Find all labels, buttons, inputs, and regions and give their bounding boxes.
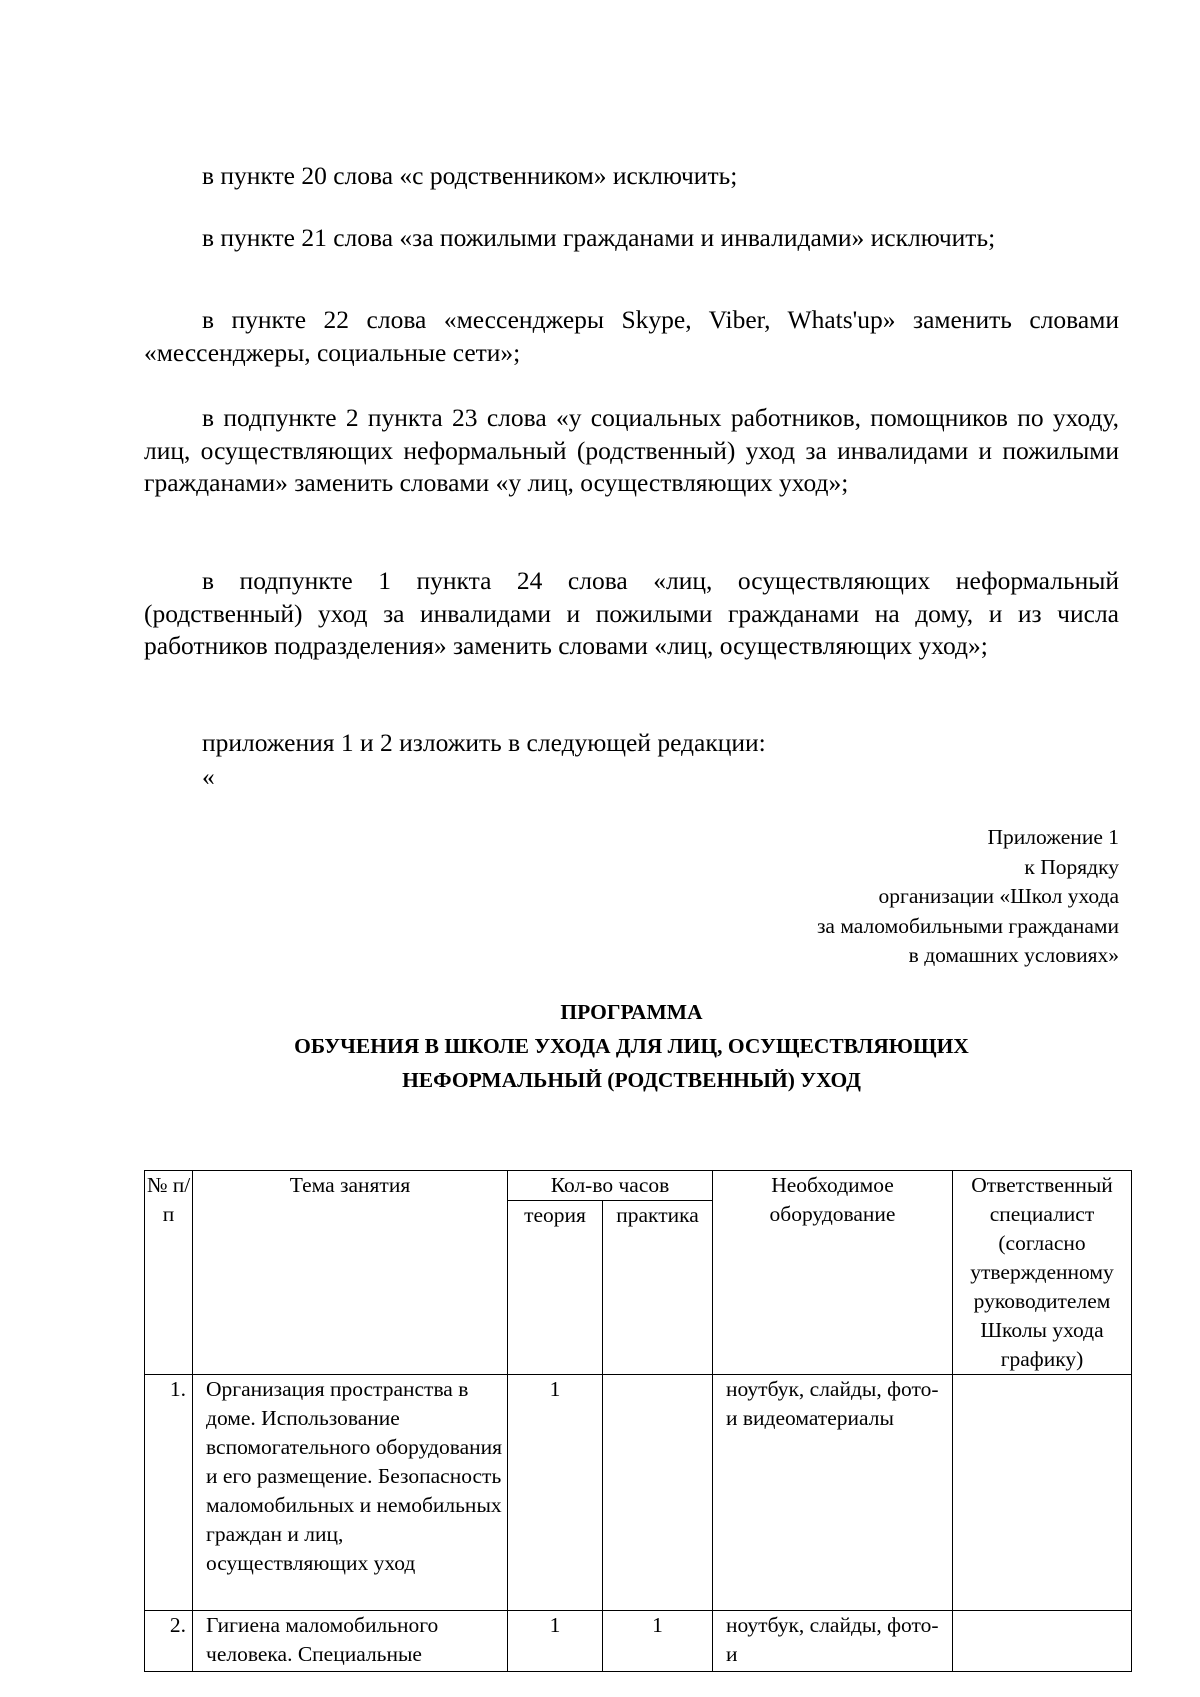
paragraph-item-21: в пункте 21 слова «за пожилыми гражданами и инвалидами» исключить; (202, 223, 996, 252)
header-theory: теория (508, 1201, 603, 1375)
row-theory: 1 (508, 1611, 603, 1672)
title-line: ПРОГРАММА (560, 1000, 703, 1024)
appendix-line: за маломобильными гражданами (816, 913, 1119, 938)
table-row (145, 1375, 1132, 1611)
row-topic: Гигиена маломобильного человека. Специальные (193, 1611, 508, 1672)
header-practice: практика (603, 1201, 713, 1375)
row-num: 2. (145, 1611, 193, 1672)
opening-quote: « (202, 762, 215, 791)
row-practice (603, 1375, 713, 1611)
appendix-line: организации «Школ ухода (878, 884, 1119, 908)
row-specialist (953, 1375, 1132, 1611)
header-equipment: Необходимое оборудование (713, 1171, 953, 1375)
paragraph-appendices: приложения 1 и 2 изложить в следующей редакции: (202, 728, 766, 757)
program-title (144, 995, 1119, 1097)
appendix-line: к Порядку (1024, 854, 1119, 879)
paragraph-item-24: в подпункте 1 пункта 24 слова «лиц, осуществляющих неформальный (родственный) уход за инвалидами и пожилыми гражданами на дому, и из числа работников подразделения» заменить словами «лиц, осуществляющих уход»; (144, 566, 1119, 660)
paragraph-item-20: в пункте 20 слова «с родственником» исключить; (202, 161, 738, 190)
program-table (144, 1170, 1132, 1672)
row-specialist (953, 1611, 1132, 1672)
row-practice: 1 (603, 1611, 713, 1672)
appendix-header (817, 823, 1119, 971)
row-theory: 1 (508, 1375, 603, 1611)
header-specialist: Ответственный специалист (согласно утвержденному руководителем Школы ухода графику) (953, 1171, 1132, 1375)
row-num: 1. (145, 1375, 193, 1611)
title-line: НЕФОРМАЛЬНЫЙ (РОДСТВЕННЫЙ) УХОД (402, 1068, 861, 1092)
title-line: ОБУЧЕНИЯ В ШКОЛЕ УХОДА ДЛЯ ЛИЦ, ОСУЩЕСТВЛЯЮЩИХ (294, 1034, 969, 1058)
row-equipment: ноутбук, слайды, фото- и видеоматериалы (713, 1375, 953, 1611)
appendix-line: в домашних условиях» (908, 943, 1119, 967)
paragraph-item-22: в пункте 22 слова «мессенджеры Skype, Viber, Whats'up» заменить словами «мессенджеры, социальные сети»; (144, 305, 1119, 367)
table-row (145, 1611, 1132, 1672)
header-topic: Тема занятия (193, 1171, 508, 1375)
row-topic: Организация пространства в доме. Использование вспомогательного оборудования и его размещение. Безопасность маломобильных и немобильных граждан и лиц, осуществляющих уход (193, 1375, 508, 1611)
row-equipment: ноутбук, слайды, фото- и (713, 1611, 953, 1672)
table-header-row (145, 1171, 1132, 1201)
appendix-line: Приложение 1 (987, 825, 1119, 849)
header-hours: Кол-во часов (508, 1171, 713, 1201)
paragraph-item-23: в подпункте 2 пункта 23 слова «у социальных работников, помощников по уходу, лиц, осуществляющих неформальный (родственный) уход за инвалидами и пожилыми гражданами» заменить словами «у лиц, осуществляющих уход»; (144, 403, 1119, 497)
header-num: № п/п (145, 1171, 193, 1375)
